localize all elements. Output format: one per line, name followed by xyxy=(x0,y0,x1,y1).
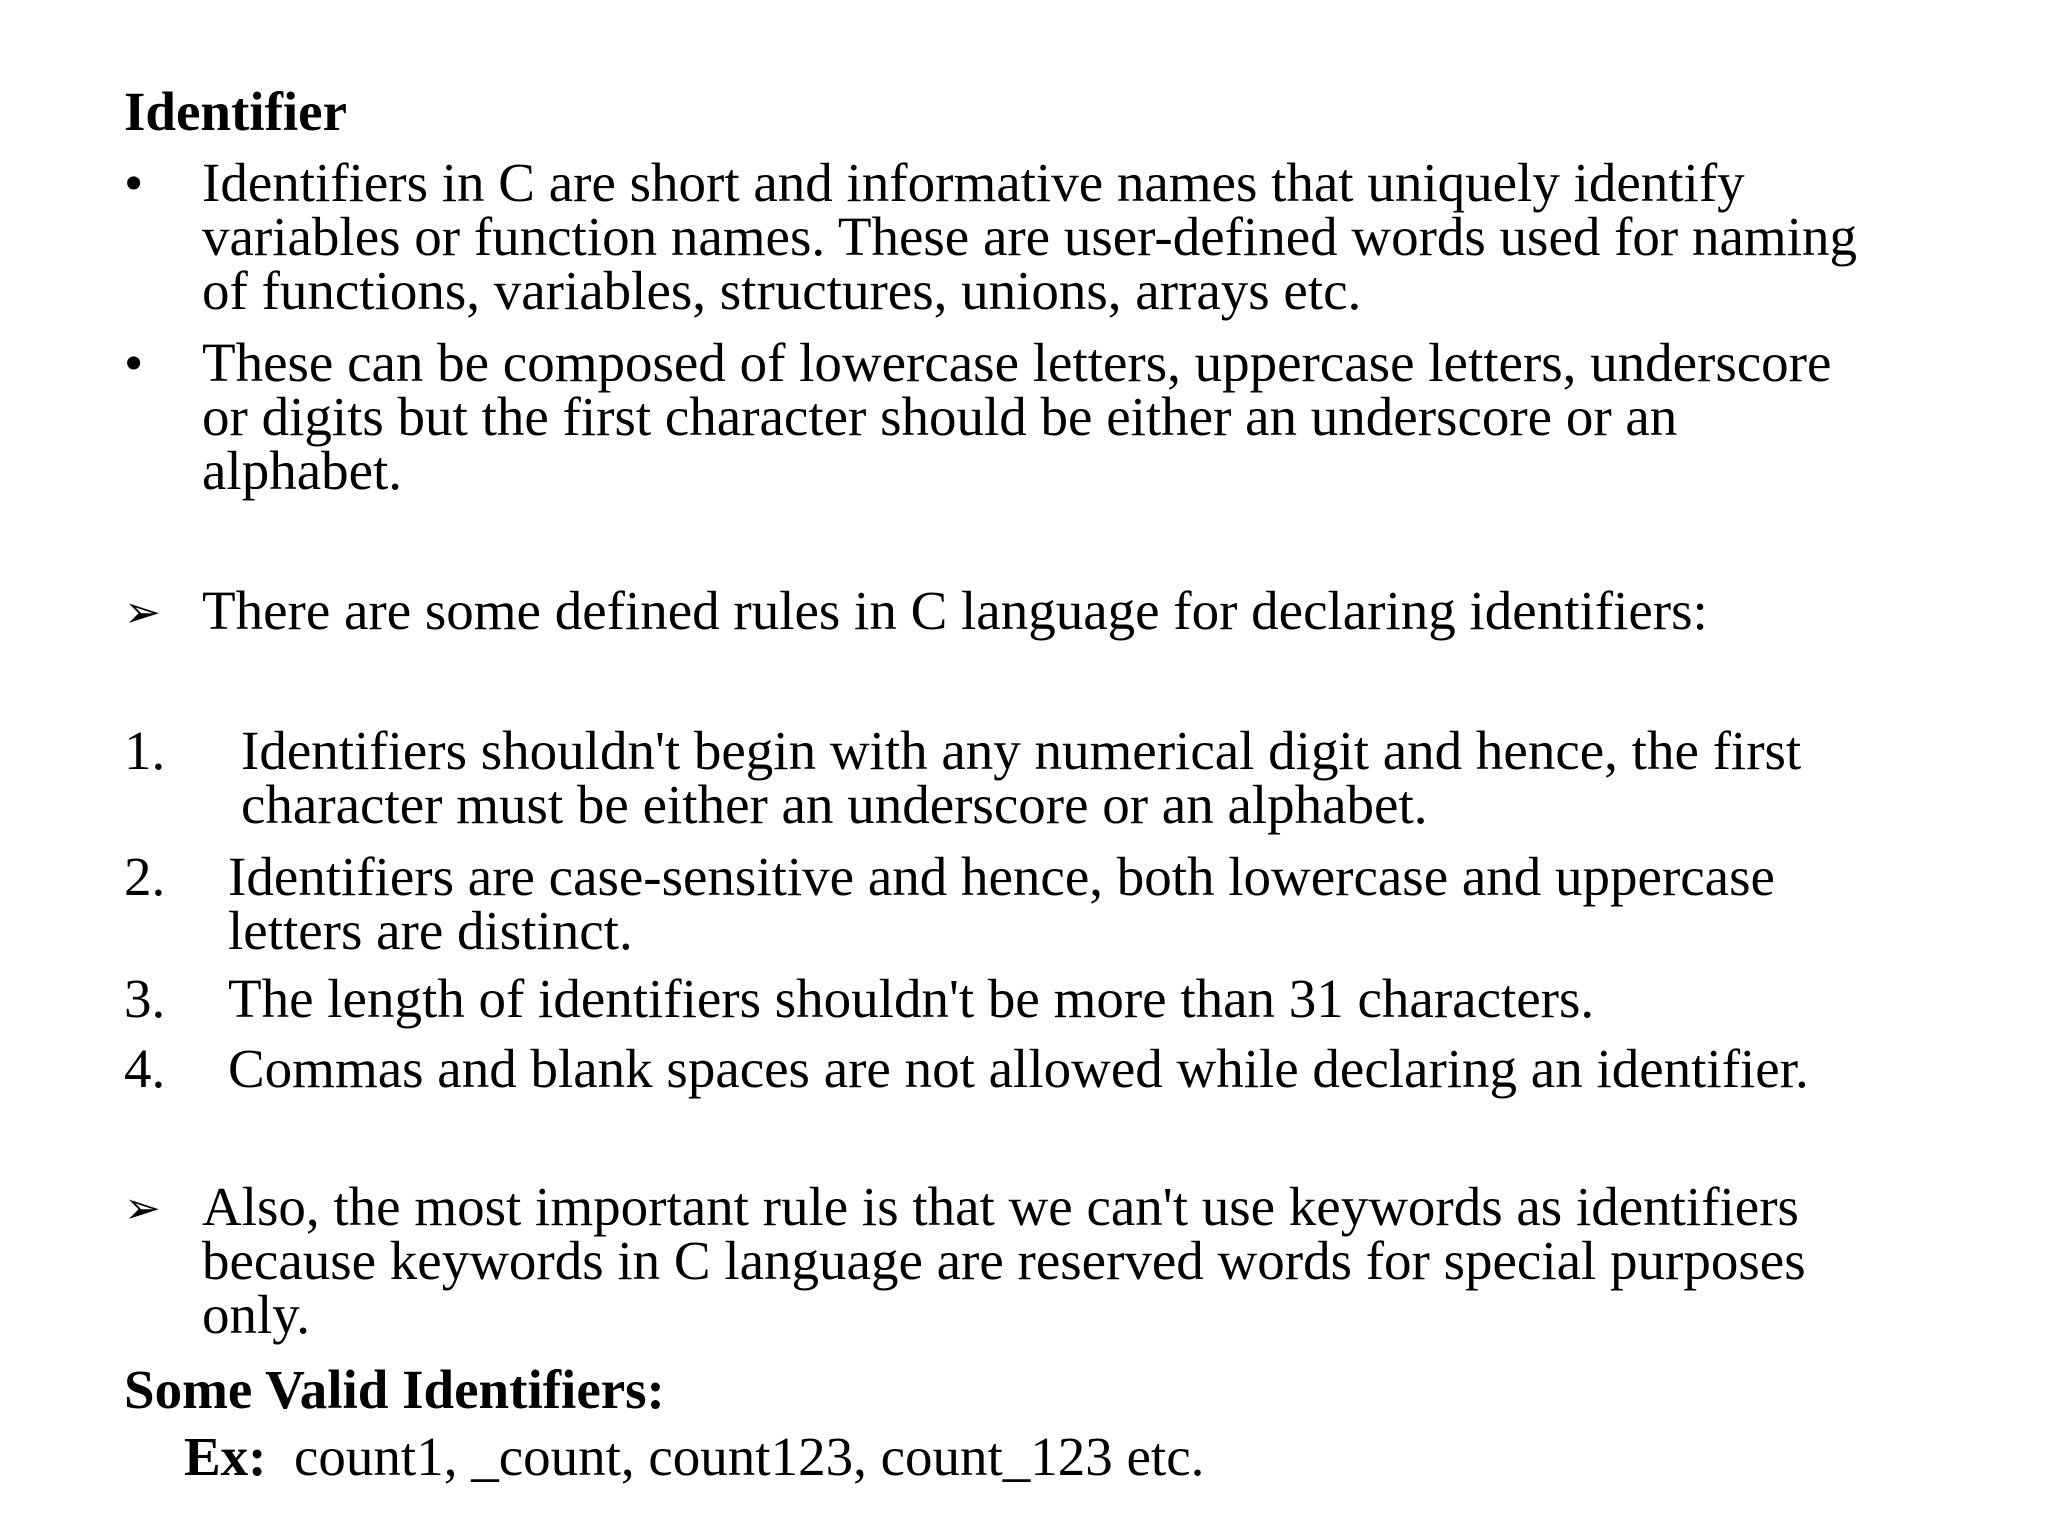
rule-number: 3. xyxy=(124,968,166,1029)
note-line: only. xyxy=(202,1284,310,1345)
bullet-line: or digits but the first character should be either an underscore or an xyxy=(202,386,1678,447)
rule-line: Identifiers are case-sensitive and hence, both lowercase and uppercase xyxy=(228,846,1775,907)
bullet-line: alphabet. xyxy=(202,440,403,501)
rule-item-1 xyxy=(124,720,1974,835)
keywords-note xyxy=(124,1176,1974,1350)
arrow-bullet-icon: ➢ xyxy=(124,587,161,638)
example-text: count1, _count, count123, count_123 etc. xyxy=(294,1426,1205,1487)
rule-number: 4. xyxy=(124,1038,166,1099)
bullet-item-1 xyxy=(124,152,1974,326)
example-line xyxy=(184,1426,1884,1490)
rule-number: 1. xyxy=(124,720,166,781)
rules-intro xyxy=(124,580,1974,644)
arrow-bullet-icon: ➢ xyxy=(124,1183,161,1234)
rule-line: character must be either an underscore or an alphabet. xyxy=(241,774,1428,835)
rule-item-2 xyxy=(124,846,1974,961)
rule-text xyxy=(228,968,1595,1029)
rule-text xyxy=(241,720,1802,835)
example-label: Ex: xyxy=(184,1426,267,1487)
rule-line: Commas and blank spaces are not allowed while declaring an identifier. xyxy=(228,1038,1809,1099)
bullet-marker: • xyxy=(124,152,144,213)
rule-item-4 xyxy=(124,1038,1974,1099)
bullet-text xyxy=(202,332,1832,501)
rule-text xyxy=(228,846,1775,961)
bullet-marker: • xyxy=(124,332,144,393)
rule-number: 2. xyxy=(124,846,166,907)
rule-line: letters are distinct. xyxy=(228,900,633,961)
slide-heading: Identifier xyxy=(124,81,348,142)
bullet-line: These can be composed of lowercase letters, uppercase letters, underscore xyxy=(202,332,1832,393)
valid-identifiers-heading: Some Valid Identifiers: xyxy=(124,1359,665,1420)
keywords-note-text xyxy=(202,1176,1806,1345)
rule-line: The length of identifiers shouldn't be more than 31 characters. xyxy=(228,968,1595,1029)
note-line: Also, the most important rule is that we can't use keywords as identifiers xyxy=(202,1176,1799,1237)
rule-line: Identifiers shouldn't begin with any numerical digit and hence, the first xyxy=(241,720,1802,781)
bullet-line: Identifiers in C are short and informative names that uniquely identify xyxy=(202,152,1745,213)
rule-text xyxy=(228,1038,1809,1099)
note-line: because keywords in C language are reserved words for special purposes xyxy=(202,1230,1806,1291)
bullet-item-2 xyxy=(124,332,1974,506)
rules-intro-text: There are some defined rules in C language for declaring identifiers: xyxy=(202,580,1708,641)
bullet-line: variables or function names. These are user-defined words used for naming xyxy=(202,206,1857,267)
bullet-line: of functions, variables, structures, unions, arrays etc. xyxy=(202,260,1362,321)
bullet-text xyxy=(202,152,1857,321)
rule-item-3 xyxy=(124,968,1974,1029)
